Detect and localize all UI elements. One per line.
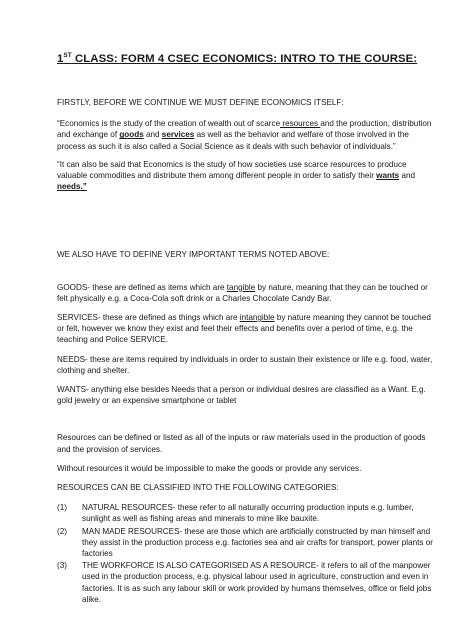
economics-definition-1: “Economics is the study of the creation of wealth out of scarce resources and the production, distribution and exchange of goods and services as well as the behavior and welfare of those involved in the process as such it is also called a Social Science as it deals with such behavior of individuals.”	[57, 119, 432, 151]
term-intangible: intangible	[239, 313, 275, 323]
goods-definition: GOODS- these are defined as items which are tangible by nature, meaning that they can be touched or felt physically e.g. a Coca-Cola soft drink or a Charles Chocolate Candy Bar.	[57, 282, 428, 303]
wants-definition: WANTS- anything else besides Needs that a person or individual desires are classified as a Want. E.g. gold jewelry or an expensive smartphone or tablet	[57, 385, 426, 406]
list-item: (2) MAN MADE RESOURCES- these are those which are artificially constructed by man himself and they assist in the production process e.g. factories sea and air crafts for transport, power plants or factories	[57, 526, 433, 559]
classified-heading: RESOURCES CAN BE CLASSIFIED INTO THE FOLLOWING CATEGORIES:	[57, 483, 339, 493]
term-resources: resources	[280, 119, 321, 129]
term-services: services	[161, 130, 195, 140]
list-item: (3) THE WORKFORCE IS ALSO CATEGORISED AS A RESOURCE- it refers to all of the manpower used in the production process, e.g. physical labour used in agriculture, construction and even in factories. It is as such any labour skill or work provided by humans themselves, office or field jobs alike.	[57, 561, 432, 604]
needs-definition: NEEDS- these are items required by individuals in order to sustain their existence or life e.g. food, water, clothing and shelter.	[57, 354, 433, 375]
economics-definition-2: “It can also be said that Economics is the study of how societies use scarce resources to produce valuable commodities and distribute them among different people in order to satisfy their wants and needs.”	[57, 159, 416, 192]
without-resources-text: Without resources it would be impossible to make the goods or provide any services.	[57, 463, 362, 473]
resource-categories-list	[57, 502, 434, 605]
term-wants: wants	[376, 171, 400, 181]
term-needs: needs.”	[57, 182, 87, 192]
intro-heading: FIRSTLY, BEFORE WE CONTINUE WE MUST DEFINE ECONOMICS ITSELF:	[57, 98, 344, 107]
terms-heading: WE ALSO HAVE TO DEFINE VERY IMPORTANT TERMS NOTED ABOVE:	[57, 250, 330, 260]
services-definition: SERVICES- these are defined as things which are intangible by nature meaning they cannot be touched or felt, however we know they exist and feel their effects and benefits over a period of time, e.g. the teaching and Police SERVICE.	[57, 313, 431, 345]
term-tangible: tangible	[226, 282, 256, 292]
list-item: (1) NATURAL RESOURCES- these refer to all naturally occurring production inputs e.g. lumber, sunlight as well as fishing areas and minerals to mine like bauxite.	[57, 503, 414, 524]
term-goods: goods	[119, 130, 144, 140]
document-title: 1ST CLASS: FORM 4 CSEC ECONOMICS: INTRO TO THE COURSE:	[57, 52, 418, 65]
resources-definition: Resources can be defined or listed as all of the inputs or raw materials used in the production of goods and the provision of services.	[57, 433, 426, 454]
